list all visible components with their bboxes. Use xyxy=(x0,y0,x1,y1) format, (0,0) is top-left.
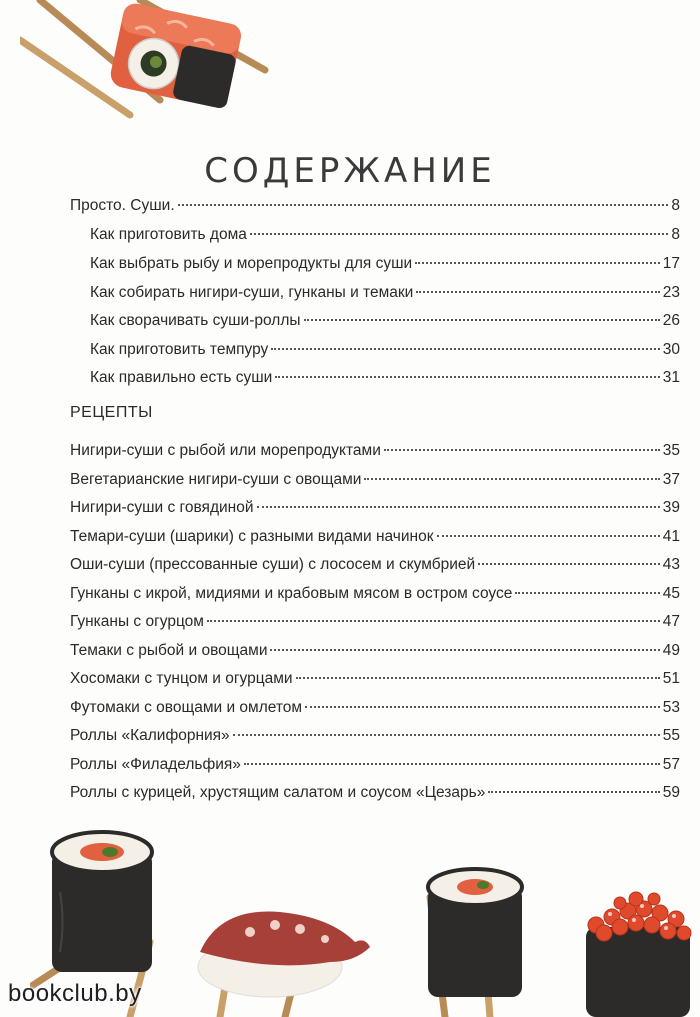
salmon-roll-chopsticks-illustration xyxy=(20,0,280,120)
toc-entry-intro[interactable] xyxy=(70,196,680,218)
toc-entry-label: Роллы «Калифорния» xyxy=(70,727,230,744)
toc-page-number: 51 xyxy=(662,670,680,687)
toc-entry[interactable] xyxy=(90,225,680,247)
dot-leader xyxy=(416,291,659,293)
toc-entry-label: Роллы с курицей, хрустящим салатом и соусом «Цезарь» xyxy=(70,784,486,801)
toc-entry-label: Оши-суши (прессованные суши) с лососем и скумбрией xyxy=(70,556,476,573)
dot-leader xyxy=(271,348,659,350)
dot-leader xyxy=(270,649,659,651)
toc-entry-label: Просто. Суши. xyxy=(70,197,175,214)
toc-page-number: 49 xyxy=(662,642,680,659)
toc-page-number: 53 xyxy=(662,699,680,716)
dot-leader xyxy=(515,592,659,594)
toc-page-number: 37 xyxy=(662,471,680,488)
toc-entry[interactable] xyxy=(90,311,680,333)
dot-leader xyxy=(488,791,659,793)
toc-page-number: 47 xyxy=(662,613,680,630)
toc-entry[interactable] xyxy=(70,641,680,663)
toc-entry-label: Как сворачивать суши-роллы xyxy=(90,312,301,329)
toc-entry[interactable] xyxy=(70,584,680,606)
dot-leader xyxy=(478,563,660,565)
dot-leader xyxy=(305,706,660,708)
toc-page-number: 17 xyxy=(662,255,680,272)
dot-leader xyxy=(296,677,660,679)
toc-page-number: 59 xyxy=(662,784,680,801)
toc-page-number: 43 xyxy=(662,556,680,573)
toc-page-number: 45 xyxy=(662,585,680,602)
toc-page-number: 39 xyxy=(662,499,680,516)
toc-entry-label: Как правильно есть суши xyxy=(90,369,273,386)
toc-entry-label: Роллы «Филадельфия» xyxy=(70,756,241,773)
dot-leader xyxy=(437,535,660,537)
toc-entry[interactable] xyxy=(90,368,680,390)
toc-entry[interactable] xyxy=(70,755,680,777)
dot-leader xyxy=(244,763,660,765)
tuna-maki-chopsticks-illustration xyxy=(420,867,530,1017)
toc-entry[interactable] xyxy=(70,669,680,691)
dot-leader xyxy=(364,478,659,480)
watermark: bookclub.by xyxy=(8,980,142,1007)
toc-entry-label: Нигири-суши с рыбой или морепродуктами xyxy=(70,442,381,459)
dot-leader xyxy=(257,506,660,508)
toc-page-number: 26 xyxy=(662,312,680,329)
toc-entry-label: Как приготовить дома xyxy=(90,226,247,243)
toc-entry[interactable] xyxy=(90,254,680,276)
toc-entry[interactable] xyxy=(70,470,680,492)
toc-entry[interactable] xyxy=(70,783,680,805)
toc-entry-label: Нигири-суши с говядиной xyxy=(70,499,254,516)
dot-leader xyxy=(233,734,660,736)
dot-leader xyxy=(178,204,669,206)
dot-leader xyxy=(304,319,660,321)
toc-entry[interactable] xyxy=(70,726,680,748)
toc-entry-label: Футомаки с овощами и омлетом xyxy=(70,699,303,716)
toc-entry-label: Темари-суши (шарики) с разными видами начинок xyxy=(70,528,434,545)
dot-leader xyxy=(275,376,659,378)
toc-page-number: 57 xyxy=(662,756,680,773)
toc-page-number: 41 xyxy=(662,528,680,545)
toc-entry[interactable] xyxy=(70,555,680,577)
toc-entry[interactable] xyxy=(70,498,680,520)
toc-entry-label: Как выбрать рыбу и морепродукты для суши xyxy=(90,255,413,272)
toc-entry-label: Вегетарианские нигири-суши с овощами xyxy=(70,471,362,488)
toc-page-number: 8 xyxy=(671,197,680,214)
dot-leader xyxy=(207,620,660,622)
dot-leader xyxy=(250,233,669,235)
octopus-nigiri-illustration xyxy=(190,897,380,1017)
toc-page-number: 30 xyxy=(662,341,680,358)
dot-leader xyxy=(384,449,660,451)
toc-entry[interactable] xyxy=(70,612,680,634)
ikura-gunkan-illustration xyxy=(578,887,698,1017)
toc-entry-label: Гунканы с огурцом xyxy=(70,613,204,630)
toc-entry[interactable] xyxy=(70,441,680,463)
toc-page-number: 35 xyxy=(662,442,680,459)
recipes-section-heading: РЕЦЕПТЫ xyxy=(70,404,153,421)
toc-entry-label: Гунканы с икрой, мидиями и крабовым мясом в остром соусе xyxy=(70,585,513,602)
toc-entry-label: Как собирать нигири-суши, гунканы и темаки xyxy=(90,284,414,301)
page-title: СОДЕРЖАНИЕ xyxy=(204,150,496,191)
dot-leader xyxy=(415,262,660,264)
toc-entry-label: Хосомаки с тунцом и огурцами xyxy=(70,670,293,687)
toc-entry-label: Темаки с рыбой и овощами xyxy=(70,642,268,659)
toc-page-number: 8 xyxy=(671,226,680,243)
toc-entry[interactable] xyxy=(90,340,680,362)
toc-entry[interactable] xyxy=(70,698,680,720)
toc-entry-label: Как приготовить темпуру xyxy=(90,341,269,358)
toc-page-number: 55 xyxy=(662,727,680,744)
toc-page-number: 23 xyxy=(662,284,680,301)
toc-page-number: 31 xyxy=(662,369,680,386)
toc-entry[interactable] xyxy=(90,283,680,305)
toc-entry[interactable] xyxy=(70,527,680,549)
